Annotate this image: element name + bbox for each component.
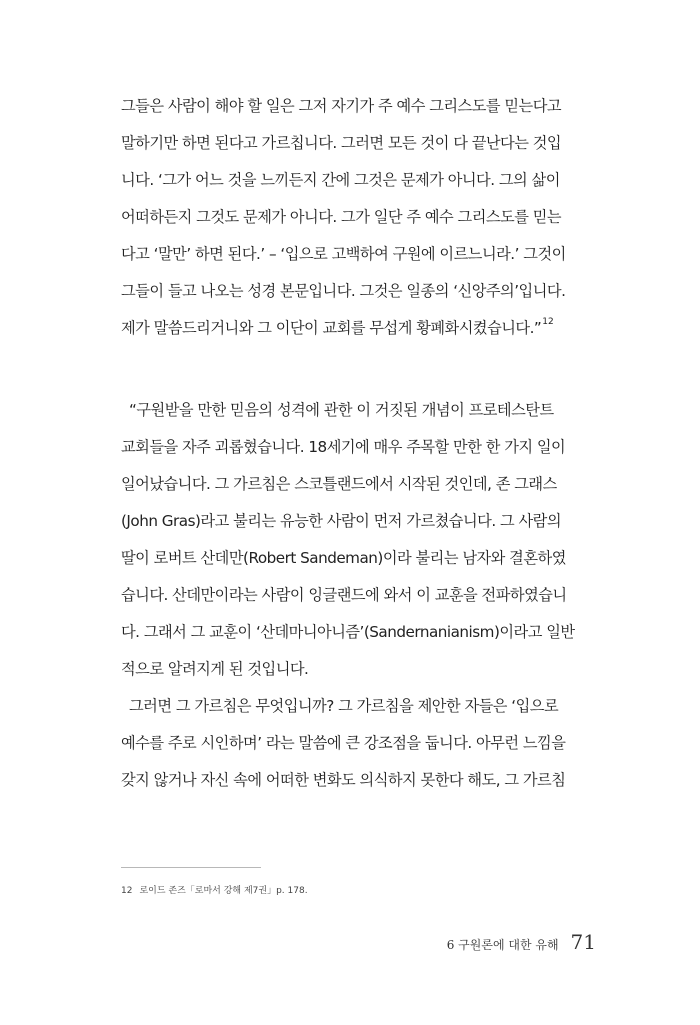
text-line: 교회들을 자주 괴롭혔습니다. 18세기에 매우 주목할 만한 한 가지 일이 [121,438,566,456]
text-line: 습니다. 산데만이라는 사람이 잉글랜드에 와서 이 교훈을 전파하였습니 [121,586,567,604]
footnote-number: 12 [121,886,133,896]
footnote-divider [121,867,261,868]
text-line-last [121,310,595,347]
text-line: 다. 그래서 그 교훈이 ‘산데마니아니즘’(Sandernanianism)이라고 일반 [121,623,575,641]
footnote-reference: 12 [542,317,554,327]
page-number: 71 [570,930,596,954]
footnote [121,884,308,898]
running-footer-chapter: 6 구원론에 대한 유해 [446,938,559,952]
text-line: 그들은 사람이 해야 할 일은 그저 자기가 주 예수 그리스도를 믿는다고 [121,97,562,115]
text-line: 제가 말씀드리거니와 그 이단이 교회를 무섭게 황폐화시켰습니다.” [121,319,542,337]
text-line: 말하기만 하면 된다고 가르칩니다. 그러면 모든 것이 다 끝난다는 것입 [121,134,562,152]
footnote-text: 로이드 존즈「로마서 강해 제7권」p. 178. [139,886,308,896]
paragraph-quote-2 [121,392,595,799]
text-line: 다고 ‘말만’ 하면 된다.’ – ‘입으로 고백하여 구원에 이르느니라.’ 그것이 [121,245,566,263]
text-line: 일어났습니다. 그 가르침은 스코틀랜드에서 시작된 것인데, 존 그래스 [121,475,557,493]
text-line: 니다. ‘그가 어느 것을 느끼든지 간에 그것은 문제가 아니다. 그의 삶이 [121,171,560,189]
text-line: (John Gras)라고 불리는 유능한 사람이 먼저 가르쳤습니다. 그 사람의 [121,512,561,530]
text-line: “구원받을 만한 믿음의 성격에 관한 이 거짓된 개념이 프로테스탄트 [129,401,554,419]
text-line: 딸이 로버트 산데만(Robert Sandeman)이라 불리는 남자와 결혼하였 [121,549,566,567]
text-line: 그들이 들고 나오는 성경 본문입니다. 그것은 일종의 ‘신앙주의’입니다. [121,282,566,300]
text-line: 어떠하든지 그것도 문제가 아니다. 그가 일단 주 예수 그리스도를 믿는 [121,208,562,226]
page-footer [447,930,596,954]
paragraph-quote-1 [121,88,595,347]
text-line: 갖지 않거나 자신 속에 어떠한 변화도 의식하지 못한다 해도, 그 가르침 [121,771,566,789]
text-line: 적으로 알려지게 된 것입니다. [121,660,309,678]
text-line: 예수를 주로 시인하며’ 라는 말씀에 큰 강조점을 둡니다. 아무런 느낌을 [121,734,566,752]
text-line: 그러면 그 가르침은 무엇입니까? 그 가르침을 제안한 자들은 ‘입으로 [129,697,559,715]
